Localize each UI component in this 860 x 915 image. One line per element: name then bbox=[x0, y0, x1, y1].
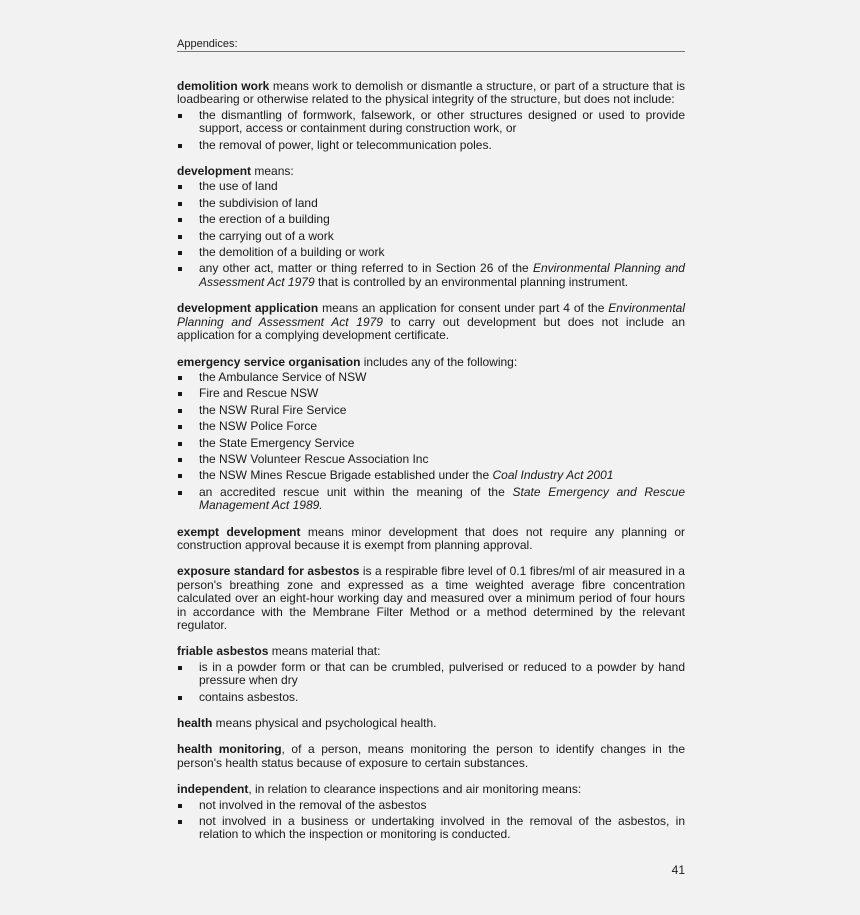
definition-paragraph bbox=[177, 165, 685, 178]
definition-text: the erection of a building bbox=[199, 212, 330, 227]
definition-text: Fire and Rescue NSW bbox=[199, 386, 319, 401]
definition-text: not involved in a business or undertaking involved in the removal of the asbestos, in relation to which the inspection or monitoring is conducted. bbox=[199, 814, 685, 842]
list-item bbox=[177, 815, 685, 842]
act-title: Environmental Planning and Assessment Act 1979 bbox=[177, 301, 685, 329]
definition-entry bbox=[177, 717, 685, 730]
definition-text: the subdivision of land bbox=[199, 195, 318, 210]
square-bullet-icon bbox=[178, 442, 182, 446]
bullet-list bbox=[177, 661, 685, 704]
square-bullet-icon bbox=[178, 474, 182, 478]
definition-paragraph bbox=[177, 302, 685, 342]
definitions-list bbox=[177, 80, 685, 855]
list-item bbox=[177, 246, 685, 259]
bullet-list bbox=[177, 109, 685, 152]
square-bullet-icon bbox=[178, 376, 182, 380]
square-bullet-icon bbox=[178, 491, 182, 495]
definition-entry bbox=[177, 565, 685, 632]
definition-text: means work to demolish or dismantle a structure, or part of a structure that is loadbearing or otherwise related to the physical integrity of the structure, but does not include: bbox=[177, 79, 685, 107]
list-item bbox=[177, 197, 685, 210]
square-bullet-icon bbox=[178, 114, 182, 118]
definition-entry bbox=[177, 80, 685, 152]
definition-text: is in a powder form or that can be crumbled, pulverised or reduced to a powder by hand pressure when dry bbox=[199, 659, 685, 688]
definition-paragraph bbox=[177, 565, 685, 632]
bullet-list bbox=[177, 180, 685, 289]
list-item bbox=[177, 180, 685, 193]
definition-entry bbox=[177, 356, 685, 513]
definition-text: contains asbestos. bbox=[199, 689, 299, 704]
defined-term: demolition work bbox=[177, 79, 270, 93]
defined-term: development bbox=[177, 164, 252, 179]
list-item bbox=[177, 262, 685, 289]
square-bullet-icon bbox=[178, 185, 182, 189]
list-item bbox=[177, 661, 685, 688]
definition-text: the NSW Rural Fire Service bbox=[199, 402, 347, 417]
square-bullet-icon bbox=[178, 392, 182, 396]
list-item bbox=[177, 139, 685, 152]
definition-text: an accredited rescue unit within the meaning of the bbox=[199, 484, 513, 499]
definition-text: the NSW Mines Rescue Brigade established under the bbox=[199, 468, 493, 483]
definition-paragraph bbox=[177, 717, 685, 730]
definition-paragraph bbox=[177, 80, 685, 107]
square-bullet-icon bbox=[178, 425, 182, 429]
definition-entry bbox=[177, 165, 685, 289]
square-bullet-icon bbox=[178, 820, 182, 824]
defined-term: friable asbestos bbox=[177, 644, 269, 659]
definition-paragraph bbox=[177, 783, 685, 796]
list-item bbox=[177, 469, 685, 482]
square-bullet-icon bbox=[178, 696, 182, 700]
page-header: Appendices: bbox=[177, 38, 685, 52]
defined-term: health bbox=[177, 716, 213, 731]
defined-term: independent bbox=[177, 782, 249, 797]
list-item bbox=[177, 109, 685, 136]
square-bullet-icon bbox=[178, 409, 182, 413]
definition-text: , of a person, means monitoring the person to identify changes in the person's health status because of exposure to certain substances. bbox=[177, 742, 686, 770]
square-bullet-icon bbox=[178, 458, 182, 462]
definition-text: includes any of the following: bbox=[360, 354, 518, 369]
definition-entry bbox=[177, 783, 685, 842]
list-item bbox=[177, 437, 685, 450]
definition-text: the removal of power, light or telecommunication poles. bbox=[199, 137, 492, 152]
list-item bbox=[177, 691, 685, 704]
square-bullet-icon bbox=[178, 666, 182, 670]
list-item bbox=[177, 453, 685, 466]
act-title: Coal Industry Act 2001 bbox=[492, 468, 614, 483]
definition-entry bbox=[177, 526, 685, 553]
defined-term: emergency service organisation bbox=[177, 354, 361, 369]
definition-text: the NSW Volunteer Rescue Association Inc bbox=[199, 451, 429, 466]
definition-text: , in relation to clearance inspections and air monitoring means: bbox=[248, 782, 582, 797]
list-item bbox=[177, 799, 685, 812]
list-item bbox=[177, 371, 685, 384]
definition-text: the Ambulance Service of NSW bbox=[199, 369, 367, 384]
square-bullet-icon bbox=[178, 235, 182, 239]
bullet-list bbox=[177, 799, 685, 842]
definition-text: not involved in the removal of the asbestos bbox=[199, 797, 427, 812]
page-number: 41 bbox=[671, 863, 685, 877]
defined-term: health monitoring bbox=[177, 742, 282, 757]
definition-paragraph bbox=[177, 645, 685, 658]
square-bullet-icon bbox=[178, 218, 182, 222]
definition-entry bbox=[177, 302, 685, 342]
definition-text: the State Emergency Service bbox=[199, 435, 355, 450]
definition-entry bbox=[177, 743, 685, 770]
square-bullet-icon bbox=[178, 251, 182, 255]
definition-text: to carry out development but does not include an application for a complying development certificate. bbox=[177, 314, 685, 343]
definition-text: means physical and psychological health. bbox=[212, 716, 437, 731]
definition-paragraph bbox=[177, 743, 685, 770]
square-bullet-icon bbox=[178, 202, 182, 206]
definition-text: is a respirable fibre level of 0.1 fibres/ml of air measured in a person's breathing zone and expressed as a time weighted average fibre concentration calculated over an eight-hour working day and measured over a minimum period of four hours in accordance with the Membrane Filter Method or a method determined by the relevant regulator. bbox=[177, 564, 685, 632]
list-item bbox=[177, 387, 685, 400]
definition-text: the NSW Police Force bbox=[199, 419, 318, 434]
act-title: Environmental Planning and Assessment Act 1979 bbox=[199, 261, 685, 289]
list-item bbox=[177, 420, 685, 433]
definition-text: means minor development that does not require any planning or construction approval because it is exempt from planning approval. bbox=[177, 524, 685, 552]
definition-text: the carrying out of a work bbox=[199, 228, 334, 243]
defined-term: exempt development bbox=[177, 524, 301, 539]
list-item bbox=[177, 230, 685, 243]
definition-text: means material that: bbox=[268, 644, 381, 659]
definition-paragraph bbox=[177, 526, 685, 553]
definition-paragraph bbox=[177, 356, 685, 369]
definition-text: the demolition of a building or work bbox=[199, 245, 385, 260]
list-item bbox=[177, 486, 685, 513]
definition-text: that is controlled by an environmental planning instrument. bbox=[314, 274, 629, 289]
defined-term: development application bbox=[177, 301, 319, 316]
list-item bbox=[177, 213, 685, 226]
definition-text: means an application for consent under part 4 of the bbox=[318, 301, 609, 316]
definition-text: any other act, matter or thing referred to in Section 26 of the bbox=[199, 261, 533, 276]
list-item bbox=[177, 404, 685, 417]
defined-term: exposure standard for asbestos bbox=[177, 564, 360, 579]
act-title: State Emergency and Rescue Management Act 1989. bbox=[199, 484, 686, 513]
bullet-list bbox=[177, 371, 685, 513]
definition-text: means: bbox=[251, 164, 294, 179]
square-bullet-icon bbox=[178, 144, 182, 148]
definition-entry bbox=[177, 645, 685, 704]
definition-text: the dismantling of formwork, falsework, or other structures designed or used to provide support, access or containment during construction work, or bbox=[199, 107, 685, 136]
square-bullet-icon bbox=[178, 804, 182, 808]
definition-text: the use of land bbox=[199, 179, 278, 194]
square-bullet-icon bbox=[178, 267, 182, 271]
